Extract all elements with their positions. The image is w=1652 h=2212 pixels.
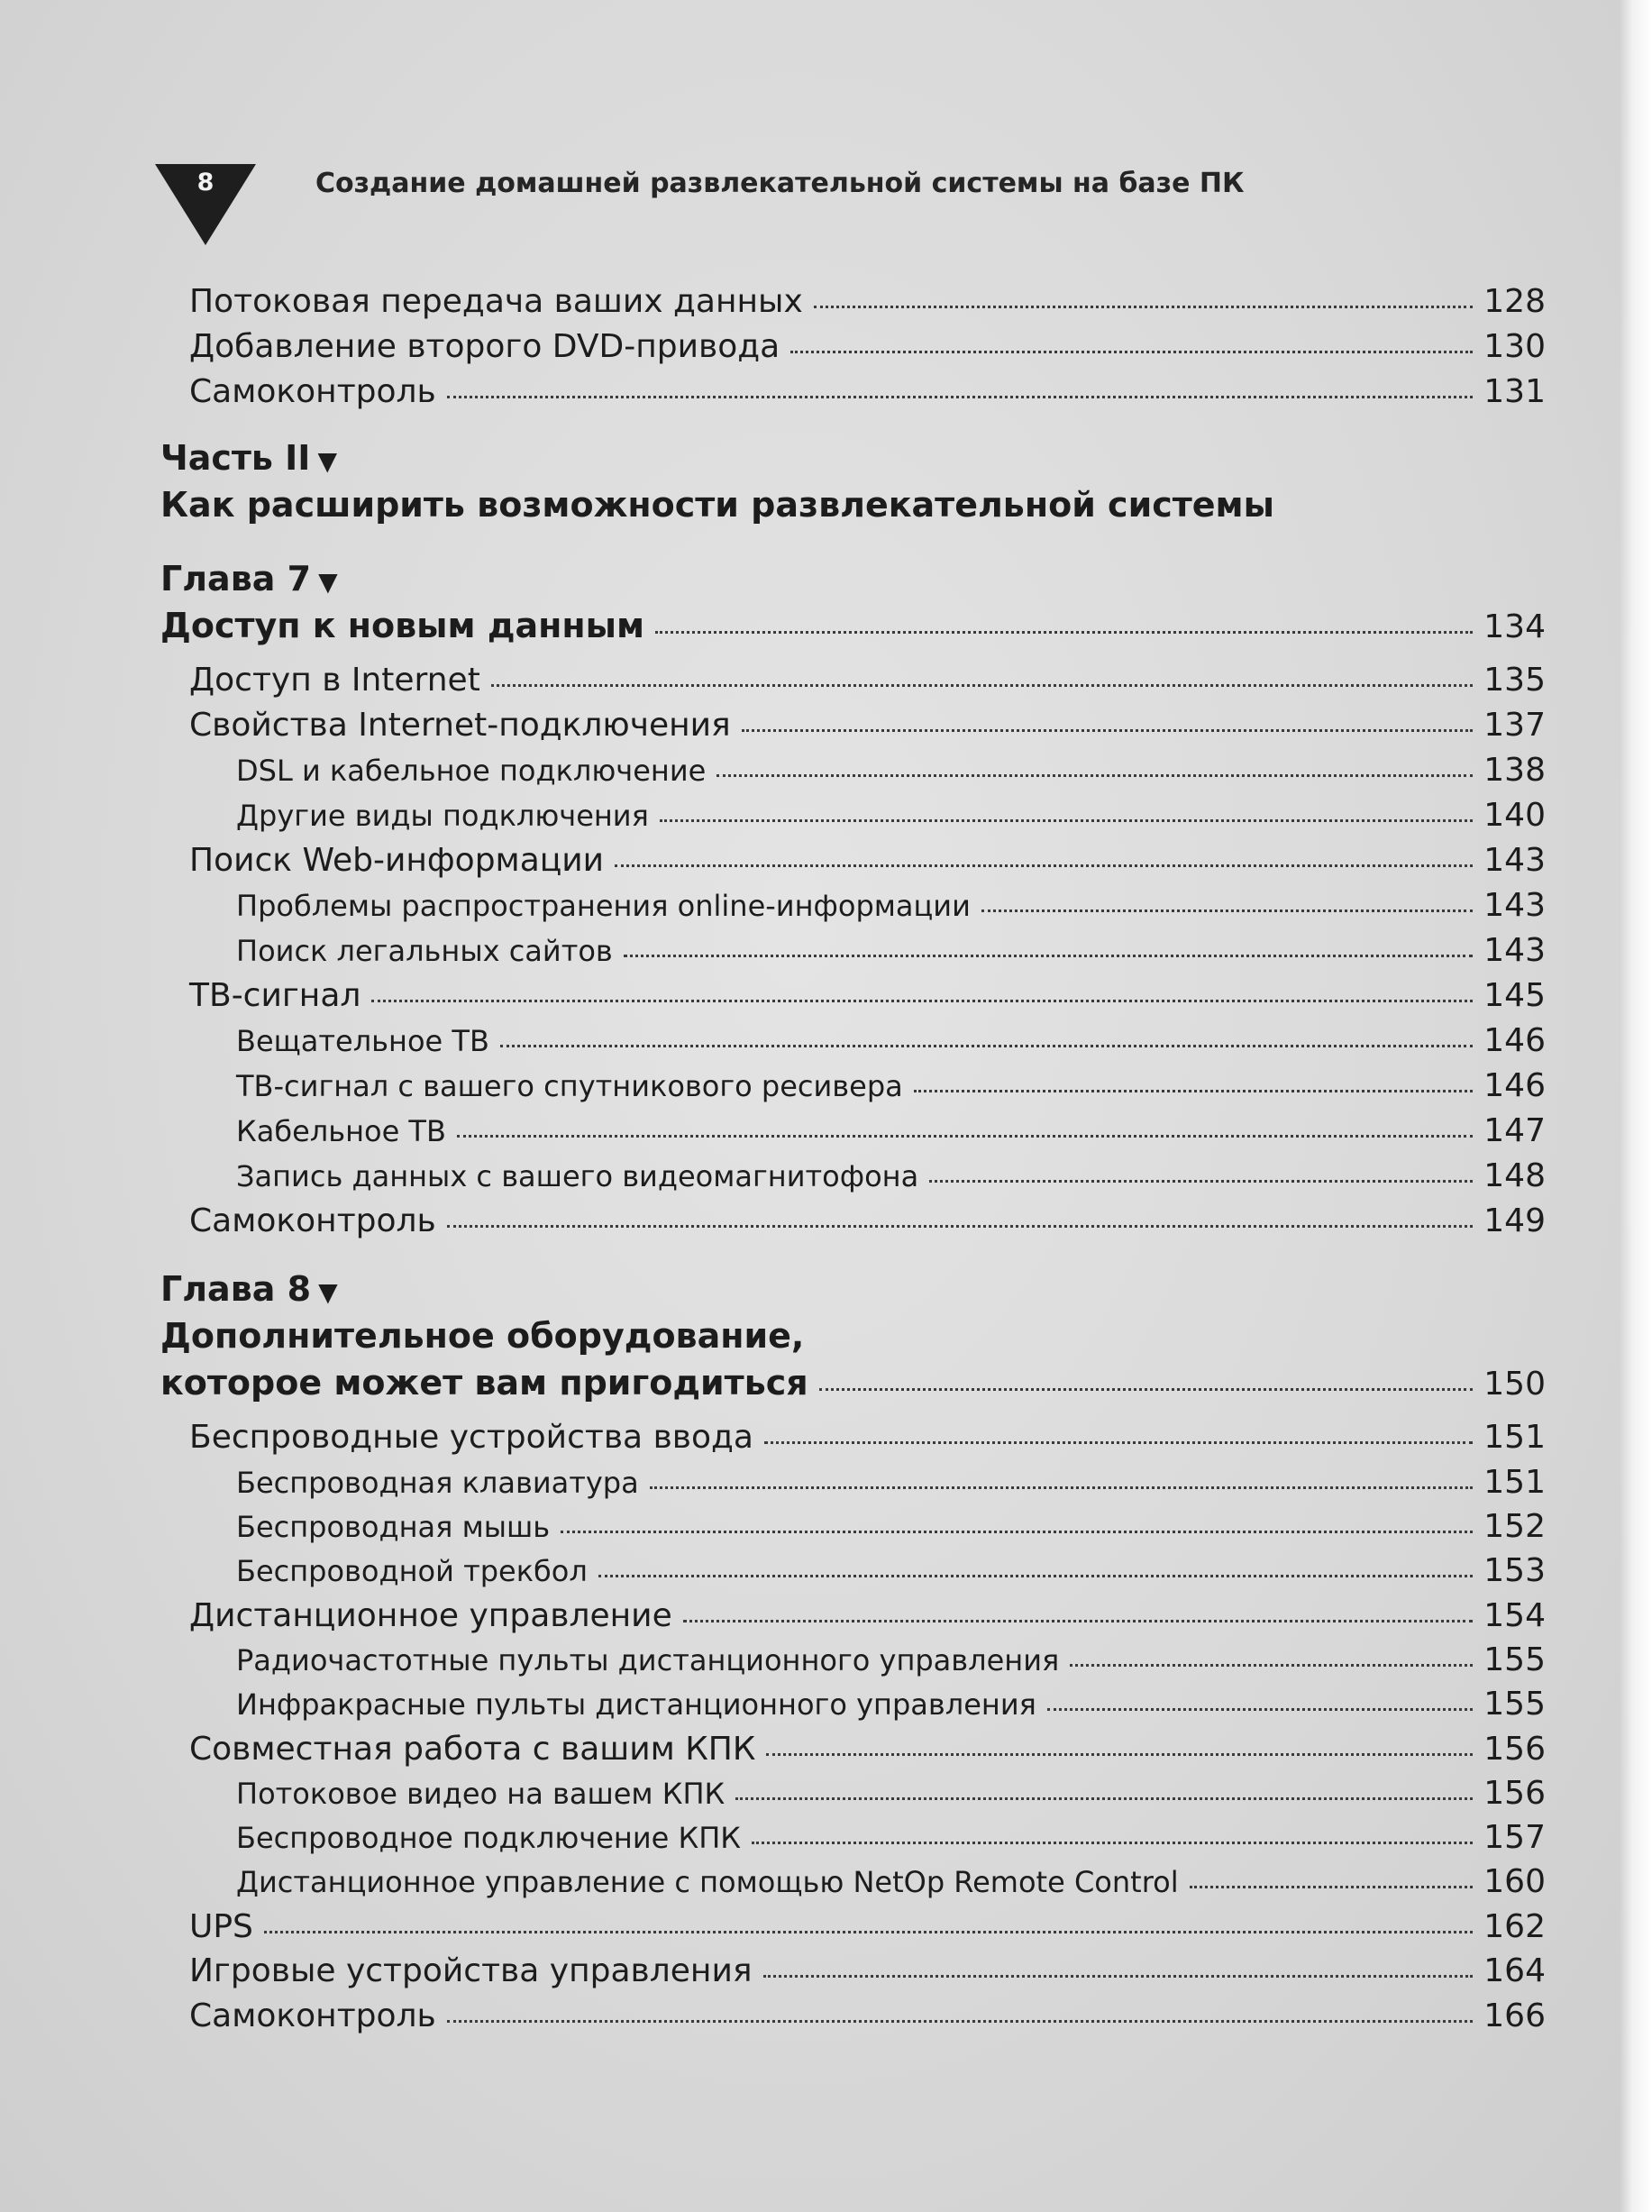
toc-entry-title: Дистанционное управление: [189, 1597, 672, 1634]
toc-entry: [189, 1199, 1546, 1244]
dot-leader: [716, 774, 1473, 777]
toc-entry-title: Другие виды подключения: [236, 799, 649, 833]
toc-entry-title: Беспроводная клавиатура: [236, 1466, 639, 1500]
dot-leader: [742, 729, 1474, 732]
chapter-title: Доступ к новым данным: [160, 606, 645, 645]
toc-entry-page: 154: [1483, 1597, 1546, 1634]
dot-leader: [598, 1575, 1473, 1577]
chapter-label-text: Глава 7: [160, 559, 312, 599]
dot-leader: [763, 1975, 1474, 1978]
dot-leader: [457, 1135, 1473, 1138]
toc-entry-page: 146: [1483, 1067, 1546, 1104]
chapter-title-line1: Дополнительное оборудование,: [160, 1316, 805, 1356]
toc-entry: [189, 1727, 1546, 1772]
toc-entry-page: 152: [1483, 1508, 1546, 1545]
toc-subentry: [236, 1638, 1546, 1683]
toc-subentry: [236, 1504, 1546, 1549]
toc-entry: [189, 1994, 1546, 2039]
dot-leader: [371, 1000, 1473, 1002]
toc-entry-title: Дистанционное управление с помощью NetOp Remote Control: [236, 1865, 1179, 1899]
part-title: Как расширить возможности развлекательной системы: [160, 485, 1274, 525]
toc-entry: [189, 279, 1546, 324]
dot-leader: [819, 1388, 1474, 1391]
dot-leader: [447, 2020, 1474, 2023]
toc-entry-title: ТВ-сигнал: [189, 977, 361, 1014]
toc-entry-title: Беспроводная мышь: [236, 1510, 551, 1544]
toc-subentry: [236, 1815, 1546, 1860]
toc-entry-page: 164: [1483, 1952, 1546, 1989]
dot-leader: [929, 1180, 1473, 1183]
chapter-title-row: [160, 1359, 1546, 1406]
toc-subentry: [236, 1682, 1546, 1727]
toc-entry-title: Кабельное ТВ: [236, 1114, 446, 1148]
chapter-page: 134: [1483, 608, 1546, 645]
toc-entry-title: Совместная работа с вашим КПК: [189, 1731, 756, 1768]
dot-leader: [447, 396, 1474, 398]
toc-entry-page: 153: [1483, 1552, 1546, 1589]
toc-entry-title: Беспроводные устройства ввода: [189, 1419, 753, 1456]
toc-entry-title: Поиск легальных сайтов: [236, 934, 613, 968]
dot-leader: [914, 1090, 1474, 1092]
toc-entry-title: Проблемы распространения online-информации: [236, 889, 971, 923]
dot-leader: [561, 1531, 1473, 1533]
dot-leader: [752, 1842, 1473, 1844]
toc-entry-page: 143: [1483, 887, 1546, 924]
toc-entry-title: Радиочастотные пульты дистанционного управления: [236, 1643, 1060, 1677]
toc-entry-page: 151: [1483, 1464, 1546, 1501]
dot-leader: [764, 1441, 1473, 1444]
toc-entry-title: Игровые устройства управления: [189, 1952, 753, 1989]
toc-entry-page: 130: [1483, 328, 1546, 365]
toc-entry-page: 157: [1483, 1819, 1546, 1856]
toc-entry-page: 156: [1483, 1775, 1546, 1812]
toc-entry-title: Беспроводной трекбол: [236, 1554, 588, 1588]
toc-entry-page: 135: [1483, 662, 1546, 699]
dot-leader: [655, 631, 1473, 634]
toc-entry: [189, 324, 1546, 370]
toc-entry-page: 138: [1483, 752, 1546, 789]
toc-entry-page: 149: [1483, 1202, 1546, 1239]
toc-entry-page: 151: [1483, 1419, 1546, 1456]
toc-entry: [189, 1905, 1546, 1950]
chapter-label: [160, 1266, 338, 1316]
chapter-page: 150: [1483, 1366, 1546, 1403]
toc-entry-title: Поиск Web-информации: [189, 842, 605, 879]
page-number: 8: [196, 169, 214, 197]
toc-entry: [189, 973, 1546, 1019]
toc-entry-page: 155: [1483, 1686, 1546, 1723]
chapter-label: [160, 555, 338, 606]
toc-entry-title: Самоконтроль: [189, 1202, 436, 1239]
toc-entry-page: 148: [1483, 1157, 1546, 1194]
toc-entry-page: 143: [1483, 842, 1546, 879]
dot-leader: [790, 351, 1473, 353]
toc-entry-page: 143: [1483, 932, 1546, 969]
chapter-title-row: [160, 602, 1546, 649]
toc-entry-title: Вещательное ТВ: [236, 1024, 489, 1058]
toc-entry-title: UPS: [189, 1908, 253, 1945]
toc-entry: [189, 838, 1546, 883]
part-label: [160, 434, 337, 485]
toc-entry-title: Потоковое видео на вашем КПК: [236, 1777, 726, 1811]
dot-leader: [735, 1797, 1473, 1800]
dot-leader: [615, 864, 1473, 867]
toc-subentry: [236, 1771, 1546, 1816]
toc-entry-page: 137: [1483, 707, 1546, 744]
toc-entry-page: 145: [1483, 977, 1546, 1014]
toc-entry-title: Самоконтроль: [189, 1997, 436, 2034]
toc-subentry: [236, 1019, 1546, 1064]
dot-leader: [264, 1931, 1473, 1933]
dot-leader: [500, 1045, 1473, 1047]
dot-leader: [1047, 1708, 1473, 1711]
toc-entry-title: Свойства Internet-подключения: [189, 707, 731, 744]
toc-subentry: [236, 883, 1546, 928]
dot-leader: [624, 955, 1474, 957]
down-triangle-icon: ▼: [318, 567, 338, 597]
dot-leader: [814, 306, 1474, 308]
chapter-title-line2: которое может вам пригодиться: [160, 1363, 808, 1403]
toc-entry-title: Беспроводное подключение КПК: [236, 1821, 741, 1855]
dot-leader: [766, 1753, 1473, 1756]
toc-subentry: [236, 1154, 1546, 1199]
toc-entry-title: Добавление второго DVD-привода: [189, 328, 780, 365]
chapter-label-text: Глава 8: [160, 1269, 312, 1309]
toc-entry-title: Запись данных с вашего видеомагнитофона: [236, 1159, 919, 1193]
toc-entry-page: 160: [1483, 1863, 1546, 1900]
running-title: Создание домашней развлекательной системы на базе ПК: [315, 168, 1245, 199]
down-triangle-icon: ▼: [318, 1277, 338, 1307]
toc-entry-title: DSL и кабельное подключение: [236, 754, 707, 788]
dot-leader: [683, 1620, 1474, 1622]
toc-entry-title: Самоконтроль: [189, 373, 436, 410]
dot-leader: [660, 819, 1473, 822]
dot-leader: [1070, 1664, 1473, 1667]
toc-entry-page: 140: [1483, 797, 1546, 834]
dot-leader: [1190, 1886, 1474, 1888]
toc-subentry: [236, 1109, 1546, 1154]
toc-subentry: [236, 1460, 1546, 1505]
toc-entry-title: Потоковая передача ваших данных: [189, 283, 803, 320]
toc-subentry: [236, 1860, 1546, 1905]
toc-subentry: [236, 1064, 1546, 1109]
toc-subentry: [236, 748, 1546, 793]
part-label-text: Часть II: [160, 438, 311, 478]
dot-leader: [650, 1486, 1474, 1489]
toc-entry: [189, 1415, 1546, 1460]
toc-entry: [189, 1594, 1546, 1639]
toc-subentry: [236, 1549, 1546, 1594]
toc-subentry: [236, 928, 1546, 973]
toc-entry-page: 147: [1483, 1112, 1546, 1149]
toc-entry: [189, 703, 1546, 748]
toc-entry-page: 146: [1483, 1022, 1546, 1059]
toc-entry: [189, 658, 1546, 703]
toc-entry-page: 128: [1483, 283, 1546, 320]
toc-entry-page: 156: [1483, 1731, 1546, 1768]
toc-entry-title: ТВ-сигнал с вашего спутникового ресивера: [236, 1069, 903, 1103]
toc-entry: [189, 370, 1546, 415]
toc-entry-title: Доступ в Internet: [189, 662, 480, 699]
toc-entry-page: 131: [1483, 373, 1546, 410]
toc-entry-title: Инфракрасные пульты дистанционного управления: [236, 1687, 1036, 1722]
toc-subentry: [236, 793, 1546, 838]
toc-entry: [189, 1949, 1546, 1994]
down-triangle-icon: ▼: [317, 446, 337, 476]
dot-leader: [491, 684, 1473, 687]
toc-entry-page: 155: [1483, 1641, 1546, 1678]
toc-entry-page: 166: [1483, 1997, 1546, 2034]
dot-leader: [447, 1225, 1474, 1228]
toc-entry-page: 162: [1483, 1908, 1546, 1945]
dot-leader: [981, 909, 1473, 912]
